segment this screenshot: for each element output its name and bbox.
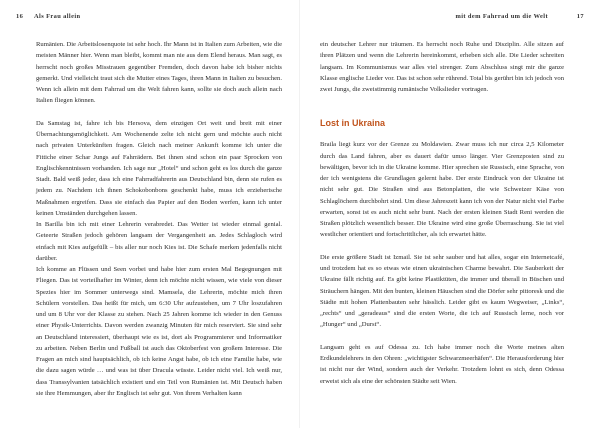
running-title-right: mit dem Fahrrad um die Welt [455, 13, 548, 20]
paragraph: Langsam geht es auf Odessa zu. Ich habe immer noch die Worte meines alten Erdkundelehrers in den Ohren: „wichtigster Schwarzmeerhäfen“. Die Herausforderung hier ist nicht nur der Wind, sondern auch der Verkehr. Trotzdem lohnt es sich, denn Odessa erweist sich als eine der schönsten Städte seit Wien. [320, 343, 564, 385]
paragraph: Die erste größere Stadt ist Izmail. Sie ist sehr sauber und hat alles, sogar ein Internetcafé, und trotzdem hat es so etwas wie einen ukrainischen Charme bewahrt. Die Sauberkeit der Ukraine fällt richtig auf. Es gibt keine Plastiktüten, die immer und überall in Büschen und Sträuchern hängen. Mit den bunten, kleinen Häuschen sind die Dörfer sehr pittoresk und die Städte mit hohen Plattenbauten sehr hässlich. Leider gibt es kaum Wegweiser, „Links“, „rechts“ und „geradeaus“ sind die ersten Worte, die ich auf Russisch lerne, noch vor „Hunger“ und „Durst“. [320, 253, 564, 329]
running-title-left: Als Frau allein [34, 13, 81, 20]
page-number-left: 16 [16, 13, 24, 20]
section-spacer [320, 95, 564, 117]
left-page-body [36, 39, 282, 399]
page-number-right: 17 [576, 13, 584, 20]
section-heading: Lost in Ukraina [320, 118, 386, 129]
paragraph: Braila liegt kurz vor der Grenze zu Moldawien. Zwar muss ich nur circa 2,5 Kilometer durch das Land fahren, aber es dauert dafür umso länger. Vier Grenzposten sind zu bewältigen, bevor ich in die Ukraine komme. Hier sprechen sie Russisch, eine Sprache, von der ich wenigstens die Grundlagen gelernt habe. Der erste Eindruck von der Ukraine ist nicht sehr gut. Die Straßen sind aus Betonplatten, die wie Schweizer Käse von Schlaglöchern durchbohrt sind. Um diese Jahreszeit kann ich von der Natur nicht viel Farbe erwarten, sonst ist es auch nicht sehr bunt. Nach der ersten kleinen Stadt Reni werden die Straßen plötzlich wesentlich besser. Die Ukraine wird eine große Überraschung. Sie ist viel westlicher orientiert und fortschrittlicher, als ich erwartet hätte. [320, 141, 564, 239]
paragraph: In Barilla bin ich mit einer Lehrerin verabredet. Das Wetter ist wieder einmal genial. Geteerte Straßen jedoch gehören langsam der Vergangenheit an. Jedes Schlagloch wird einfach mit Kies aufgefüllt – bis aller nur noch Kies ist. Die Schafe merken jedenfalls nicht darüber. [36, 221, 282, 262]
right-page [300, 0, 600, 428]
paragraph: Rumänien. Die Arbeitslosenquote ist sehr hoch. Ihr Mann ist in Italien zum Arbeiten, wie die meisten Männer hier. Wenn man bleibt, kommt man nie aus dem Elend heraus. Man sagt, es herrscht noch großes Misstrauen gegenüber Fremden, doch davon habe ich bisher nichts gemerkt. Und vielleicht traut sich die Mutter eines Tages, ihren Mann in Italien zu besuchen. Wenn ich allein mit dem Fahrrad um die Welt fahren kann, sollte sie doch auch allein nach Italien fliegen können. [36, 41, 282, 105]
paragraph: ein deutscher Lehrer nur träumen. Es herrscht noch Ruhe und Disziplin. Alle sitzen auf ihren Plätzen und wenn die Lehrerin hereinkommt, erheben sich alle. Die Lieder schreiten langsam. Im Kommunismus war alles viel strenger. Zum Abschluss singt mir die ganze Klasse englische Lieder vor. Das ist schon sehr rührend. Total bis gerührt bin ich jedoch von zwei Jungs, die zweistimmig rumänische Volkslieder vortragen. [320, 41, 564, 93]
right-page-body [320, 39, 564, 387]
paragraph: Ich komme an Flüssen und Seen vorbei und habe hier zum ersten Mal Begegnungen mit Fliegen. Das ist vorteilhafter im Winter, denn ich möchte nicht wissen, wie viele von dieser Spezies hier im Sommer unterwegs sind. Mamsela, die Lehrerin, möchte mich ihren Schülern vorstellen. Das heißt für mich, um 6:30 Uhr aufzustehen, um 7 Uhr loszufahren und um 8 Uhr vor der Klasse zu stehen. Nach 25 Jahren komme ich wieder in den Genuss einer Physik-Unterrichts. Davon werden zwanzig Minuten für mich reserviert. Sie sind sehr an Deutschland interessiert, überhaupt wie es ist, dort als Programmierer und Informatiker zu arbeiten. Neben Berlin und Fußball ist auch das Oktoberfest von großem Interesse. Die Fragen an mich sind hauptsächlich, ob ich keine Angst habe, ob ich eine Familie habe, wie die dazu sagen würde … und was ist über Dracula wüsste. Leider nicht viel. Ich weiß nur, dass Transsylvanien tatsächlich existiert und ein Teil von Rumänien ist. Mit Deutsch haben sie ihre Hemmungen, aber ihr Englisch ist sehr gut. Von ihrem Verhalten kann [36, 266, 282, 397]
paragraph: Da Samstag ist, fahre ich bis Hersova, dem einzigen Ort weit und breit mit einer Übernachtungsmöglichkeit. Am Wochenende zelte ich nicht gern und möchte auch nicht nach privaten Unterkünften fragen. Gleich nach meiner Ankunft komme ich unter die Fittiche einer Schar Jungs auf Fahrrädern. Bei ihnen sind schon ein paar Sprocken von Englischkenntnissen vorhanden. Ich sage nur „Hotel“ und schon geht es los durch die ganze Stadt. Bald weiß jeder, dass ich eine Fahrradfahrerin aus Deutschland bin, denn sie rufen es jedem zu. Nachdem ich ihnen Schokobonbons geschenkt habe, muss ich erzieherische Maßnahmen ergreifen. Dass sie einfach das Papier auf den Boden werfen, kann ich unter keinen Umständen durchgehen lassen. [36, 119, 282, 217]
